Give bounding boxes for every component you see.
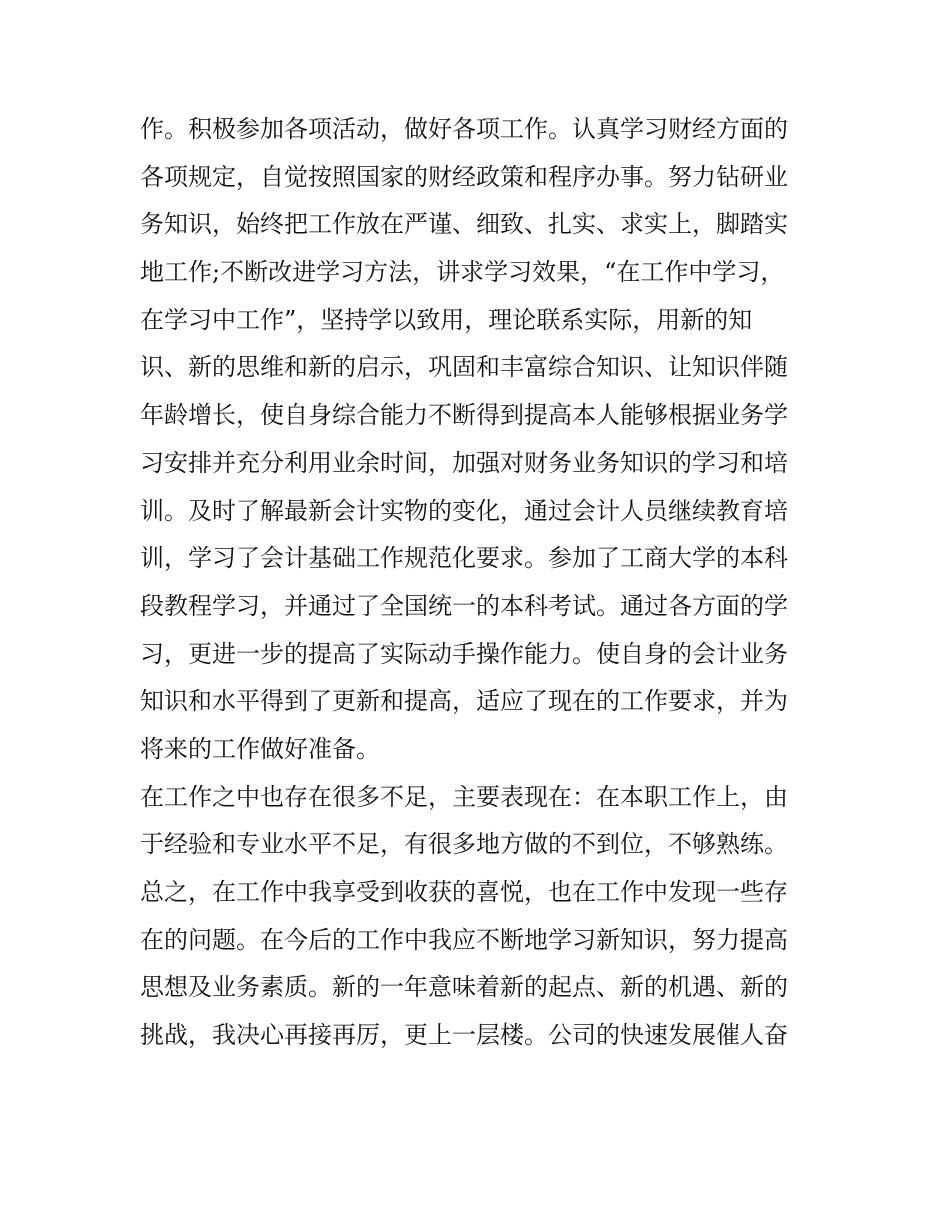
text-line: 地工作;不断改进学习方法，讲求学习效果，“在工作中学习，: [140, 258, 785, 287]
text-line: 在工作之中也存在很多不足，主要表现在：在本职工作上，由: [140, 782, 788, 811]
text-line: 在的问题。在今后的工作中我应不断地学习新知识，努力提高: [140, 925, 788, 954]
text-line: 知识和水平得到了更新和提高，适应了现在的工作要求，并为: [140, 687, 788, 716]
text-line: 习安排并充分利用业余时间，加强对财务业务知识的学习和培: [140, 448, 788, 477]
text-line: 作。积极参加各项活动，做好各项工作。认真学习财经方面的: [140, 115, 788, 143]
text-line: 段教程学习，并通过了全国统一的本科考试。通过各方面的学: [140, 591, 788, 620]
text-line: 训。及时了解最新会计实物的变化，通过会计人员继续教育培: [140, 496, 788, 525]
text-line: 务知识，始终把工作放在严谨、细致、扎实、求实上，脚踏实: [140, 210, 788, 239]
body-text: [140, 106, 820, 1060]
text-line: 于经验和专业水平不足，有很多地方做的不到位，不够熟练。: [140, 830, 788, 859]
text-line: 总之，在工作中我享受到收获的喜悦，也在工作中发现一些存: [140, 878, 788, 906]
text-line: 将来的工作做好准备。: [140, 734, 380, 763]
text-line: 识、新的思维和新的启示，巩固和丰富综合知识、让知识伴随: [140, 353, 788, 382]
text-line: 年龄增长，使自身综合能力不断得到提高本人能够根据业务学: [140, 401, 788, 430]
text-line: 挑战，我决心再接再厉，更上一层楼。公司的快速发展催人奋: [140, 1021, 788, 1050]
text-line: 训，学习了会计基础工作规范化要求。参加了工商大学的本科: [140, 544, 788, 573]
text-line: 各项规定，自觉按照国家的财经政策和程序办事。努力钻研业: [140, 162, 788, 191]
text-line: 在学习中工作”，坚持学以致用，理论联系实际，用新的知: [140, 305, 753, 334]
text-line: 习，更进一步的提高了实际动手操作能力。使自身的会计业务: [140, 639, 788, 668]
text-line: 思想及业务素质。新的一年意味着新的起点、新的机遇、新的: [140, 973, 788, 1002]
